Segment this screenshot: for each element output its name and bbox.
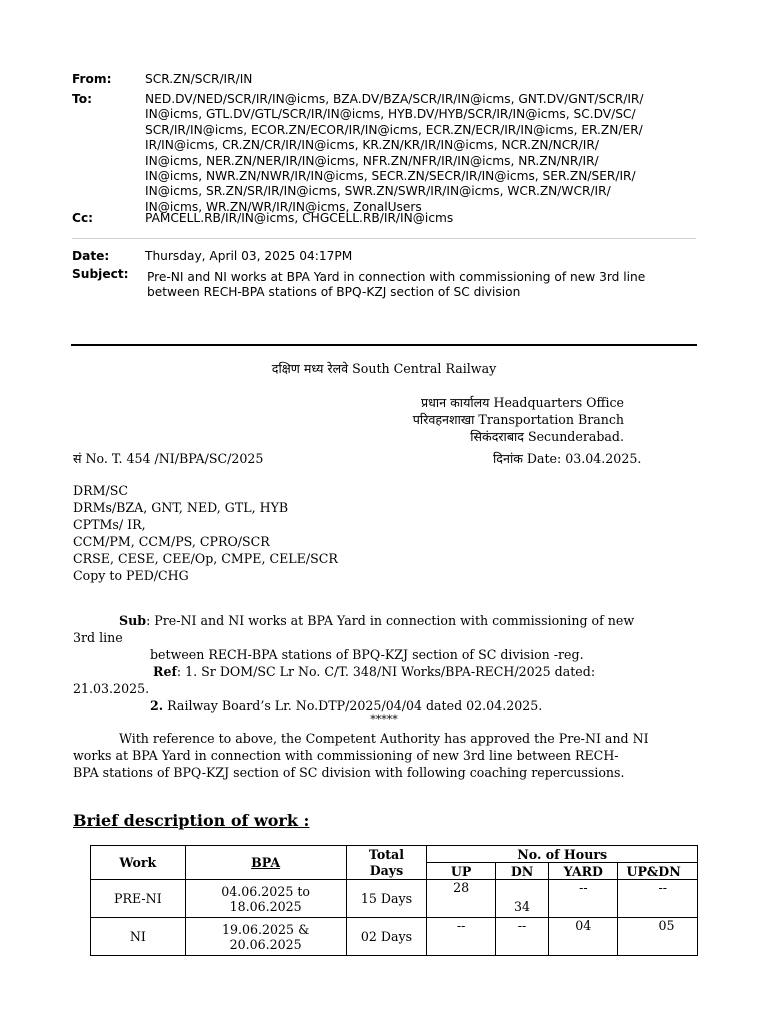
date-value: Thursday, April 03, 2025 04:17PM [145,249,353,263]
work-table [90,845,698,956]
ref-label: Ref [153,664,177,679]
col-header-updn: UP&DN [618,863,698,880]
subject-line: Pre-NI and NI works at BPA Yard in connection with commissioning of new 3rd line [147,270,646,284]
recipient: Copy to PED/CHG [73,568,189,583]
to-line: IN@icms, WR.ZN/WR/IR/IN@icms, ZonalUsers [145,199,422,214]
ref-line-cont: 21.03.2025. [73,681,150,696]
recipient-list [73,482,338,584]
col-header-up: UP [427,863,496,880]
body-line: BPA stations of BPQ-KZJ section of SC division with following coaching repercussions. [73,765,625,780]
cell-up: -- [427,918,496,956]
org-title: दक्षिण मध्य रेलवे South Central Railway [271,361,497,376]
cell-yard: 04 [549,918,618,956]
recipient: DRMs/BZA, GNT, NED, GTL, HYB [73,500,289,515]
ref-line-1: Ref: 1. Sr DOM/SC Lr No. C/T. 348/NI Works/BPA-RECH/2025 dated: [153,664,596,679]
recipient: CRSE, CESE, CEE/Op, CMPE, CELE/SCR [73,551,338,566]
to-line: NED.DV/NED/SCR/IR/IN@icms, BZA.DV/BZA/SCR/IR/IN@icms, GNT.DV/GNT/SCR/IR/ [145,92,644,106]
cell-bpa: 19.06.2025 & 20.06.2025 [185,918,346,956]
from-value: SCR.ZN/SCR/IR/IN [145,72,253,86]
to-line: IN@icms, GTL.DV/GTL/SCR/IR/IN@icms, HYB.DV/HYB/SCR/IR/IN@icms, SC.DV/SC/ [145,107,636,122]
letter-date: दिनांक Date: 03.04.2025. [493,451,642,466]
body-line: works at BPA Yard in connection with commissioning of new 3rd line between RECH- [73,748,619,763]
col-header-yard: YARD [549,863,618,880]
reference-number: सं No. T. 454 /NI/BPA/SC/2025 [73,451,264,466]
office-address [413,394,624,445]
col-header-hours: No. of Hours [427,846,698,863]
col-header-dn: DN [495,863,548,880]
subject-label: Subject: [72,267,129,281]
recipient: CCM/PM, CCM/PS, CPRO/SCR [73,534,270,549]
cell-bpa: 04.06.2025 to 18.06.2025 [185,880,346,918]
sub-line-1: Sub: Pre-NI and NI works at BPA Yard in connection with commissioning of new [119,613,635,628]
body-line: With reference to above, the Competent Authority has approved the Pre-NI and NI [119,731,649,746]
col-header-work: Work [91,846,186,880]
cell-days: 02 Days [346,918,427,956]
from-label: From: [72,72,112,86]
office-line: परिवहनशाखा Transportation Branch [412,412,624,427]
separator-stars: ***** [370,713,398,726]
to-line: IN@icms, SR.ZN/SR/IR/IN@icms, SWR.ZN/SWR/IR/IN@icms, WCR.ZN/WCR/IR/ [145,184,611,199]
cell-dn: 34 [495,880,548,918]
cell-yard: -- [549,880,618,918]
subject-block [73,612,695,726]
sub-label: Sub [119,613,147,628]
cell-work: PRE-NI [91,880,186,918]
sub-line-3: between RECH-BPA stations of BPQ-KZJ section of SC division -reg. [150,647,584,662]
col-header-total: Total [346,846,427,863]
cell-dn: -- [495,918,548,956]
office-line: सिकंदराबाद Secunderabad. [470,429,624,444]
cell-work: NI [91,918,186,956]
table-row [91,918,698,956]
cc-label: Cc: [72,211,94,225]
cell-updn: 05 [618,918,698,956]
ref-line-2: 2. Railway Board’s Lr. No.DTP/2025/04/04 dated 02.04.2025. [150,698,543,713]
col-header-bpa: BPA [185,846,346,880]
to-line: IN@icms, NER.ZN/NER/IR/IN@icms, NFR.ZN/NFR/IR/IN@icms, NR.ZN/NR/IR/ [145,153,599,168]
body-paragraph [73,730,695,781]
date-label: Date: [72,249,110,263]
cc-value: PAMCELL.RB/IR/IN@icms, CHGCELL.RB/IR/IN@icms [145,211,454,225]
recipient: DRM/SC [73,483,128,498]
cell-up: 28 [427,880,496,918]
brief-heading: Brief description of work : [73,811,310,830]
to-line: IN@icms, NWR.ZN/NWR/IR/IN@icms, SECR.ZN/SECR/IR/IN@icms, SER.ZN/SER/IR/ [145,169,636,184]
cell-days: 15 Days [346,880,427,918]
recipient: CPTMs/ IR, [73,517,146,532]
sub-line-2: 3rd line [73,630,123,645]
table-row [91,880,698,918]
to-line: IR/IN@icms, CR.ZN/CR/IR/IN@icms, KR.ZN/KR/IR/IN@icms, NCR.ZN/NCR/IR/ [145,138,599,153]
subject-line: between RECH-BPA stations of BPQ-KZJ section of SC division [147,285,521,300]
to-line: SCR/IR/IN@icms, ECOR.ZN/ECOR/IR/IN@icms, ECR.ZN/ECR/IR/IN@icms, ER.ZN/ER/ [145,122,643,137]
to-label: To: [72,92,92,106]
col-header-days: Days [346,863,427,880]
cell-updn: -- [618,880,698,918]
office-line: प्रधान कार्यालय Headquarters Office [420,395,624,410]
